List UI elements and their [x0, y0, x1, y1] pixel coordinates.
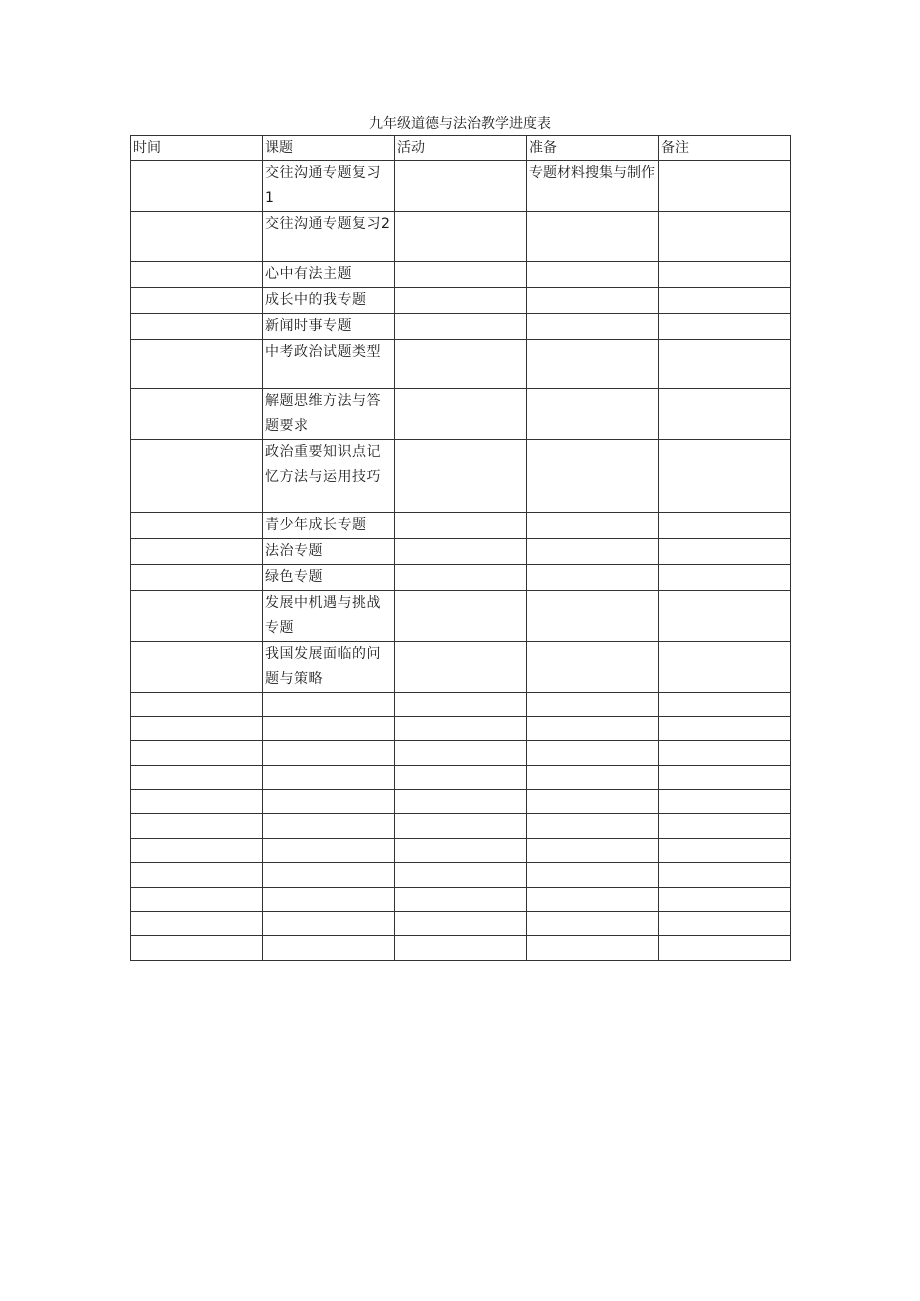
table-row	[131, 936, 791, 961]
cell-prep	[527, 741, 659, 766]
cell-time	[131, 888, 263, 912]
table-row	[131, 262, 791, 288]
cell-note	[659, 161, 791, 212]
cell-topic	[263, 814, 395, 839]
cell-time	[131, 790, 263, 814]
cell-prep	[527, 936, 659, 961]
table-row	[131, 440, 791, 513]
cell-activity	[395, 814, 527, 839]
cell-prep	[527, 288, 659, 314]
table-row	[131, 389, 791, 440]
cell-note	[659, 863, 791, 888]
cell-topic	[263, 863, 395, 888]
cell-activity	[395, 212, 527, 262]
table-row	[131, 591, 791, 642]
table-row	[131, 839, 791, 863]
table-row	[131, 513, 791, 539]
cell-time	[131, 340, 263, 389]
table-row	[131, 161, 791, 212]
cell-prep	[527, 340, 659, 389]
cell-topic: 新闻时事专题	[263, 314, 395, 340]
cell-prep: 专题材料搜集与制作	[527, 161, 659, 212]
cell-topic: 交往沟通专题复习 1	[263, 161, 395, 212]
cell-time	[131, 565, 263, 591]
cell-prep	[527, 262, 659, 288]
cell-topic: 青少年成长专题	[263, 513, 395, 539]
cell-topic: 交往沟通专题复习2	[263, 212, 395, 262]
table-row	[131, 766, 791, 790]
cell-time	[131, 693, 263, 717]
cell-time	[131, 642, 263, 693]
cell-note	[659, 314, 791, 340]
cell-topic	[263, 912, 395, 936]
cell-activity	[395, 539, 527, 565]
cell-note	[659, 340, 791, 389]
cell-note	[659, 888, 791, 912]
header-note: 备注	[659, 136, 791, 161]
cell-activity	[395, 513, 527, 539]
cell-topic	[263, 766, 395, 790]
cell-note	[659, 513, 791, 539]
cell-time	[131, 288, 263, 314]
cell-topic: 成长中的我专题	[263, 288, 395, 314]
cell-prep	[527, 814, 659, 839]
cell-prep	[527, 693, 659, 717]
table-row	[131, 642, 791, 693]
cell-activity	[395, 912, 527, 936]
cell-time	[131, 539, 263, 565]
cell-note	[659, 389, 791, 440]
cell-time	[131, 912, 263, 936]
cell-topic	[263, 717, 395, 741]
cell-note	[659, 212, 791, 262]
table-row	[131, 814, 791, 839]
cell-activity	[395, 389, 527, 440]
cell-activity	[395, 790, 527, 814]
cell-note	[659, 642, 791, 693]
cell-activity	[395, 642, 527, 693]
cell-note	[659, 565, 791, 591]
table-row	[131, 863, 791, 888]
header-time: 时间	[131, 136, 263, 161]
cell-activity	[395, 717, 527, 741]
header-topic: 课题	[263, 136, 395, 161]
cell-activity	[395, 440, 527, 513]
cell-topic	[263, 790, 395, 814]
cell-prep	[527, 790, 659, 814]
cell-prep	[527, 839, 659, 863]
cell-topic: 心中有法主题	[263, 262, 395, 288]
cell-topic	[263, 741, 395, 766]
cell-note	[659, 766, 791, 790]
cell-time	[131, 936, 263, 961]
cell-prep	[527, 766, 659, 790]
schedule-table	[130, 135, 791, 961]
cell-topic	[263, 693, 395, 717]
cell-prep	[527, 389, 659, 440]
cell-prep	[527, 440, 659, 513]
cell-time	[131, 863, 263, 888]
cell-note	[659, 591, 791, 642]
cell-prep	[527, 314, 659, 340]
cell-time	[131, 741, 263, 766]
cell-time	[131, 814, 263, 839]
cell-time	[131, 262, 263, 288]
cell-time	[131, 389, 263, 440]
cell-activity	[395, 262, 527, 288]
table-row	[131, 565, 791, 591]
cell-prep	[527, 912, 659, 936]
cell-activity	[395, 936, 527, 961]
cell-time	[131, 717, 263, 741]
cell-topic: 中考政治试题类型	[263, 340, 395, 389]
cell-topic: 我国发展面临的问题与策略	[263, 642, 395, 693]
cell-time	[131, 161, 263, 212]
cell-note	[659, 839, 791, 863]
cell-topic: 发展中机遇与挑战专题	[263, 591, 395, 642]
cell-activity	[395, 161, 527, 212]
cell-prep	[527, 642, 659, 693]
table-row	[131, 888, 791, 912]
header-prep: 准备	[527, 136, 659, 161]
cell-note	[659, 288, 791, 314]
cell-time	[131, 314, 263, 340]
cell-activity	[395, 766, 527, 790]
cell-prep	[527, 513, 659, 539]
table-body	[131, 161, 791, 961]
cell-prep	[527, 888, 659, 912]
table-row	[131, 790, 791, 814]
cell-note	[659, 936, 791, 961]
table-row	[131, 340, 791, 389]
cell-topic: 解题思维方法与答题要求	[263, 389, 395, 440]
cell-note	[659, 790, 791, 814]
cell-time	[131, 440, 263, 513]
header-activity: 活动	[395, 136, 527, 161]
cell-topic: 绿色专题	[263, 565, 395, 591]
cell-activity	[395, 863, 527, 888]
cell-note	[659, 539, 791, 565]
cell-prep	[527, 591, 659, 642]
cell-activity	[395, 741, 527, 766]
table-row	[131, 717, 791, 741]
cell-topic: 政治重要知识点记忆方法与运用技巧	[263, 440, 395, 513]
cell-time	[131, 513, 263, 539]
cell-topic: 法治专题	[263, 539, 395, 565]
cell-activity	[395, 888, 527, 912]
cell-activity	[395, 565, 527, 591]
table-row	[131, 212, 791, 262]
cell-topic	[263, 888, 395, 912]
cell-note	[659, 440, 791, 513]
cell-prep	[527, 565, 659, 591]
cell-time	[131, 591, 263, 642]
cell-activity	[395, 314, 527, 340]
cell-note	[659, 717, 791, 741]
cell-prep	[527, 212, 659, 262]
cell-note	[659, 693, 791, 717]
cell-topic	[263, 839, 395, 863]
table-row	[131, 314, 791, 340]
table-header-row	[131, 136, 791, 161]
page-title: 九年级道德与法治教学进度表	[369, 116, 551, 132]
cell-prep	[527, 863, 659, 888]
cell-topic	[263, 936, 395, 961]
table-row	[131, 539, 791, 565]
cell-note	[659, 741, 791, 766]
cell-time	[131, 212, 263, 262]
table-row	[131, 741, 791, 766]
cell-activity	[395, 693, 527, 717]
cell-note	[659, 262, 791, 288]
cell-activity	[395, 591, 527, 642]
cell-time	[131, 839, 263, 863]
cell-prep	[527, 717, 659, 741]
cell-activity	[395, 340, 527, 389]
cell-prep	[527, 539, 659, 565]
cell-time	[131, 766, 263, 790]
cell-note	[659, 912, 791, 936]
cell-activity	[395, 288, 527, 314]
table-row	[131, 693, 791, 717]
table-row	[131, 288, 791, 314]
table-row	[131, 912, 791, 936]
cell-activity	[395, 839, 527, 863]
cell-note	[659, 814, 791, 839]
